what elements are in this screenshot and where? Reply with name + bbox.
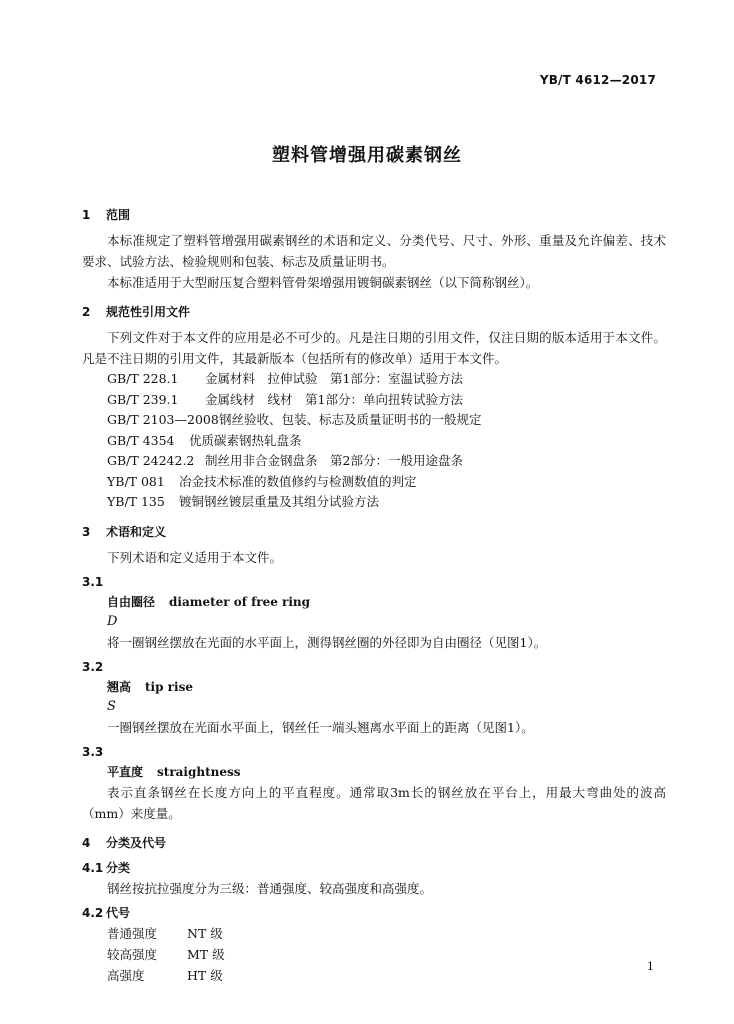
reference-code: GB/T 4354: [107, 432, 175, 448]
subsection-title: 分类: [106, 860, 131, 875]
term-definition: 表示直条钢丝在长度方向上的平直程度。通常取3m长的钢丝放在平台上，用最大弯曲处的波高（mm）来度量。: [82, 784, 666, 821]
reference-item: [82, 390, 666, 411]
reference-code: GB/T 239.1: [107, 391, 179, 407]
term-definition: 一圈钢丝摆放在光面水平面上，钢丝任一端头翘离水平面上的距离（见图1）。: [107, 719, 534, 735]
term-cn: 平直度: [107, 764, 144, 779]
reference-item: [82, 431, 666, 452]
subsection-number: 4.1: [82, 860, 104, 875]
reference-code: YB/T 081: [107, 473, 165, 489]
page-number: 1: [647, 960, 654, 973]
standard-number: YB/T 4612—2017: [539, 73, 656, 87]
grade-item: [82, 944, 666, 965]
section-title: 规范性引用文件: [106, 305, 191, 319]
reference-code: GB/T 24242.2: [107, 453, 195, 468]
term-number: 3.3: [82, 744, 104, 759]
paragraph: 本标准适用于大型耐压复合塑料管骨架增强用镀铜碳素钢丝（以下简称钢丝）。: [107, 275, 539, 290]
reference-item: [82, 410, 666, 431]
reference-title: 制丝用非合金钢盘条 第2部分：一般用途盘条: [205, 453, 463, 468]
term-number: 3.2: [82, 659, 104, 674]
section-title: 术语和定义: [106, 524, 167, 539]
section-title: 分类及代号: [106, 835, 167, 850]
reference-title: 金属材料 拉伸试验 第1部分：室温试验方法: [205, 371, 463, 386]
document-body: [82, 200, 666, 986]
grade-code: NT 级: [187, 925, 223, 941]
term-number: 3.1: [82, 574, 104, 589]
section-heading-scope: [82, 204, 666, 226]
section-heading-classification: [82, 832, 666, 854]
term-symbol: D: [107, 613, 118, 629]
reference-title: 优质碳素钢热轧盘条: [189, 432, 302, 448]
reference-code: GB/T 228.1: [107, 371, 179, 386]
grade-item: [82, 923, 666, 944]
subsection-heading: [82, 903, 666, 923]
paragraph: 钢丝按抗拉强度分为三级：普通强度、较高强度和高强度。: [107, 880, 433, 896]
section-title: 范围: [106, 208, 131, 222]
section-number: 1: [82, 208, 91, 222]
reference-item: [82, 492, 666, 513]
subsection-heading: [82, 858, 666, 878]
term-cn: 翘高: [107, 679, 132, 694]
term-definition: 将一圈钢丝摆放在光面的水平面上，测得钢丝圈的外径即为自由圈径（见图1）。: [107, 634, 547, 650]
grade-code: MT 级: [187, 946, 225, 962]
term-cn: 自由圈径: [107, 594, 156, 609]
grade-name: 普通强度: [107, 925, 158, 941]
grade-name: 较高强度: [107, 946, 158, 962]
term-title: [82, 762, 666, 782]
reference-title: 钢丝验收、包装、标志及质量证明书的一般规定: [219, 412, 482, 427]
reference-item: [82, 451, 666, 472]
section-number: 3: [82, 524, 91, 539]
grade-item: [82, 965, 666, 986]
grade-name: 高强度: [107, 967, 145, 983]
term-en: tip rise: [145, 679, 193, 694]
paragraph: 本标准规定了塑料管增强用碳素钢丝的术语和定义、分类代号、尺寸、外形、重量及允许偏差、技术要求、试验方法、检验规则和包装、标志及质量证明书。: [82, 233, 666, 269]
reference-title: 镀铜钢丝镀层重量及其组分试验方法: [179, 494, 380, 509]
document-title: 塑料管增强用碳素钢丝: [272, 145, 462, 166]
term-title: [82, 592, 666, 612]
paragraph: 下列文件对于本文件的应用是必不可少的。凡是注日期的引用文件，仅注日期的版本适用于本文件。凡是不注日期的引用文件，其最新版本（包括所有的修改单）适用于本文件。: [82, 330, 666, 366]
term-en: diameter of free ring: [169, 594, 311, 609]
section-number: 2: [82, 305, 91, 319]
reference-title: 冶金技术标准的数值修约与检测数值的判定: [179, 473, 417, 489]
grade-code: HT 级: [187, 967, 223, 983]
section-number: 4: [82, 835, 91, 850]
subsection-title: 代号: [106, 905, 131, 920]
reference-title: 金属线材 线材 第1部分：单向扭转试验方法: [205, 391, 463, 407]
reference-code: YB/T 135: [107, 494, 165, 509]
reference-code: GB/T 2103—2008: [107, 412, 219, 427]
section-heading-normative: [82, 301, 666, 323]
paragraph: 下列术语和定义适用于本文件。: [107, 549, 283, 565]
term-en: straightness: [157, 764, 241, 779]
reference-item: [82, 369, 666, 390]
term-title: [82, 677, 666, 697]
subsection-number: 4.2: [82, 905, 104, 920]
section-heading-terms: [82, 521, 666, 543]
reference-item: [82, 472, 666, 493]
term-symbol: S: [107, 698, 116, 714]
